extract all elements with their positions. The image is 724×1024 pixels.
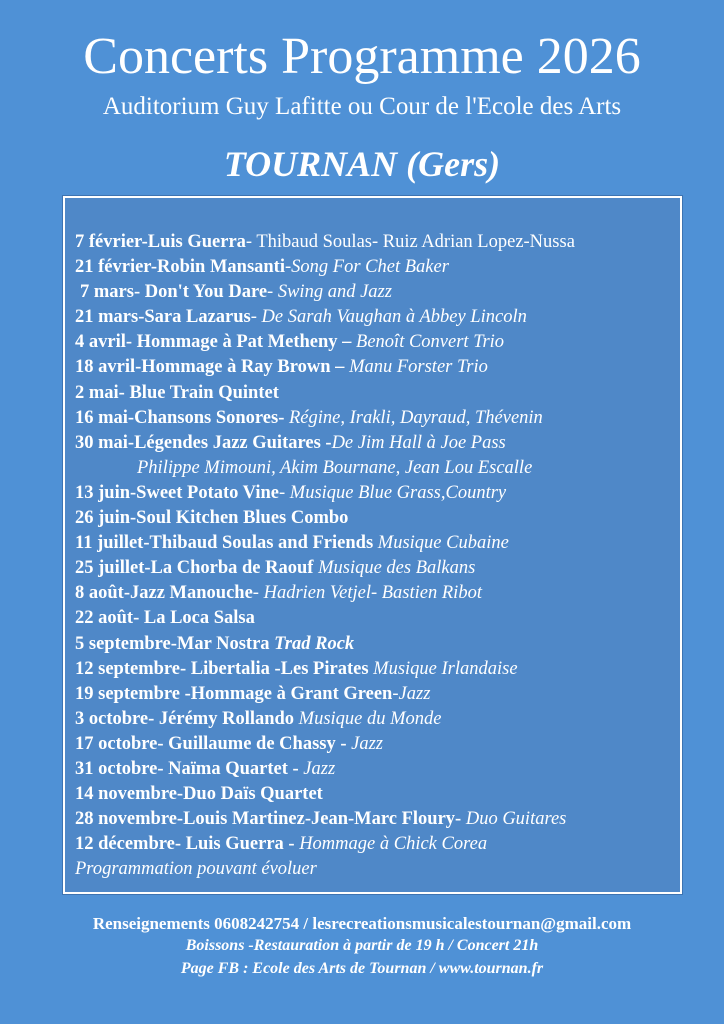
event-date-artist: 21 février-Robin Mansanti xyxy=(75,257,285,278)
event-item xyxy=(75,305,680,330)
event-item xyxy=(75,330,680,355)
event-item xyxy=(75,230,680,255)
event-date-artist: 12 septembre- Libertalia -Les Pirates xyxy=(75,658,369,679)
event-item xyxy=(75,406,680,431)
event-separator: - xyxy=(267,282,278,303)
event-detail: Philippe Mimouni, Akim Bournane, Jean Lou Escalle xyxy=(137,457,533,478)
event-separator: - xyxy=(252,583,264,604)
event-item xyxy=(75,581,680,606)
event-date-artist: 5 septembre-Mar Nostra xyxy=(75,633,270,654)
event-date-artist: 30 mai-Légendes Jazz Guitares - xyxy=(75,432,332,453)
event-date-artist: 26 juin-Soul Kitchen Blues Combo xyxy=(75,508,349,529)
event-detail: De Jim Hall à Joe Pass xyxy=(331,432,506,453)
event-date-artist: 3 octobre- Jérémy Rollando xyxy=(75,708,295,729)
drinks-line: Boissons -Restauration à partir de 19 h / Concert 21h xyxy=(185,937,539,954)
event-detail: Musique Blue Grass,Country xyxy=(289,482,507,503)
program-note: Programmation pouvant évoluer xyxy=(75,859,317,880)
event-item xyxy=(75,355,680,380)
event-list xyxy=(75,230,680,857)
event-separator: - xyxy=(279,482,290,503)
event-detail: Hommage à Chick Corea xyxy=(299,834,488,855)
event-detail: Musique des Balkans xyxy=(318,558,476,579)
event-detail: Thibaud Soulas- Ruiz Adrian Lopez-Nussa xyxy=(256,232,575,252)
event-date-artist: 13 juin-Sweet Potato Vine xyxy=(75,482,279,503)
event-item xyxy=(75,632,680,657)
event-date-artist: 16 mai-Chansons Sonores- xyxy=(75,407,285,428)
event-item xyxy=(75,481,680,506)
event-item xyxy=(75,255,680,280)
event-detail: Trad Rock xyxy=(274,633,355,654)
event-date-artist: 17 octobre- Guillaume de Chassy - xyxy=(75,733,347,754)
event-separator: - xyxy=(392,683,399,704)
event-detail: De Sarah Vaughan à Abbey Lincoln xyxy=(261,307,527,328)
event-item xyxy=(75,381,680,406)
event-item xyxy=(75,732,680,757)
event-date-artist: 8 août-Jazz Manouche xyxy=(75,583,253,604)
event-item xyxy=(75,456,680,481)
event-date-artist: 7 mars- Don't You Dare xyxy=(80,282,268,303)
event-date-artist: 2 mai- Blue Train Quintet xyxy=(75,382,279,403)
event-detail: Swing and Jazz xyxy=(277,282,392,303)
event-item xyxy=(75,707,680,732)
event-detail: Régine, Irakli, Dayraud, Thévenin xyxy=(289,407,543,428)
event-date-artist: 31 octobre- Naïma Quartet - xyxy=(75,758,299,779)
event-detail: Musique Irlandaise xyxy=(373,658,518,679)
event-date-artist: 18 avril-Hommage à Ray Brown – xyxy=(75,357,345,378)
event-detail: Hadrien Vetjel- Bastien Ribot xyxy=(263,583,482,604)
venue-subtitle: Auditorium Guy Lafitte ou Cour de l'Ecole des Arts xyxy=(102,93,622,120)
event-date-artist: 14 novembre-Duo Daïs Quartet xyxy=(75,784,323,805)
event-separator: - xyxy=(250,307,262,328)
event-separator: - xyxy=(285,257,292,278)
poster-title: Concerts Programme 2026 xyxy=(83,28,641,85)
event-item xyxy=(75,531,680,556)
event-item xyxy=(75,431,680,456)
event-date-artist: 19 septembre -Hommage à Grant Green xyxy=(75,683,393,704)
event-date-artist: 21 mars-Sara Lazarus xyxy=(75,307,251,328)
event-detail: Musique du Monde xyxy=(298,708,442,729)
event-detail: Duo Guitares xyxy=(465,809,567,830)
event-detail: Benoît Convert Trio xyxy=(356,332,505,353)
event-detail: Jazz xyxy=(398,683,431,704)
event-date-artist: 11 juillet-Thibaud Soulas and Friends xyxy=(75,533,374,554)
event-date-artist: 4 avril- Hommage à Pat Metheny – xyxy=(75,332,352,353)
event-item xyxy=(75,606,680,631)
event-item xyxy=(75,807,680,832)
town-heading: TOURNAN (Gers) xyxy=(223,144,501,184)
event-separator: - xyxy=(245,232,257,252)
contact-line: Renseignements 0608242754 / lesrecreationsmusicalestournan@gmail.com xyxy=(92,914,632,933)
event-item xyxy=(75,782,680,807)
event-detail: Jazz xyxy=(303,758,336,779)
event-date-artist: 25 juillet-La Chorba de Raouf xyxy=(75,558,314,579)
event-item xyxy=(75,657,680,682)
event-date-artist: 22 août- La Loca Salsa xyxy=(75,608,255,629)
program-box xyxy=(63,196,682,894)
event-detail: Musique Cubaine xyxy=(377,533,509,554)
event-item xyxy=(75,757,680,782)
event-date-artist: 7 février-Luis Guerra xyxy=(75,232,246,252)
event-item xyxy=(75,280,680,305)
event-detail: Manu Forster Trio xyxy=(349,357,488,378)
web-line: Page FB : Ecole des Arts de Tournan / www.tournan.fr xyxy=(180,960,544,977)
event-item xyxy=(75,506,680,531)
event-date-artist: 12 décembre- Luis Guerra - xyxy=(75,834,295,855)
event-item xyxy=(75,556,680,581)
event-detail: Jazz xyxy=(351,733,384,754)
event-item xyxy=(75,832,680,857)
event-date-artist: 28 novembre-Louis Martinez-Jean-Marc Floury- xyxy=(75,809,462,830)
event-item xyxy=(75,682,680,707)
event-detail: Song For Chet Baker xyxy=(291,257,449,278)
